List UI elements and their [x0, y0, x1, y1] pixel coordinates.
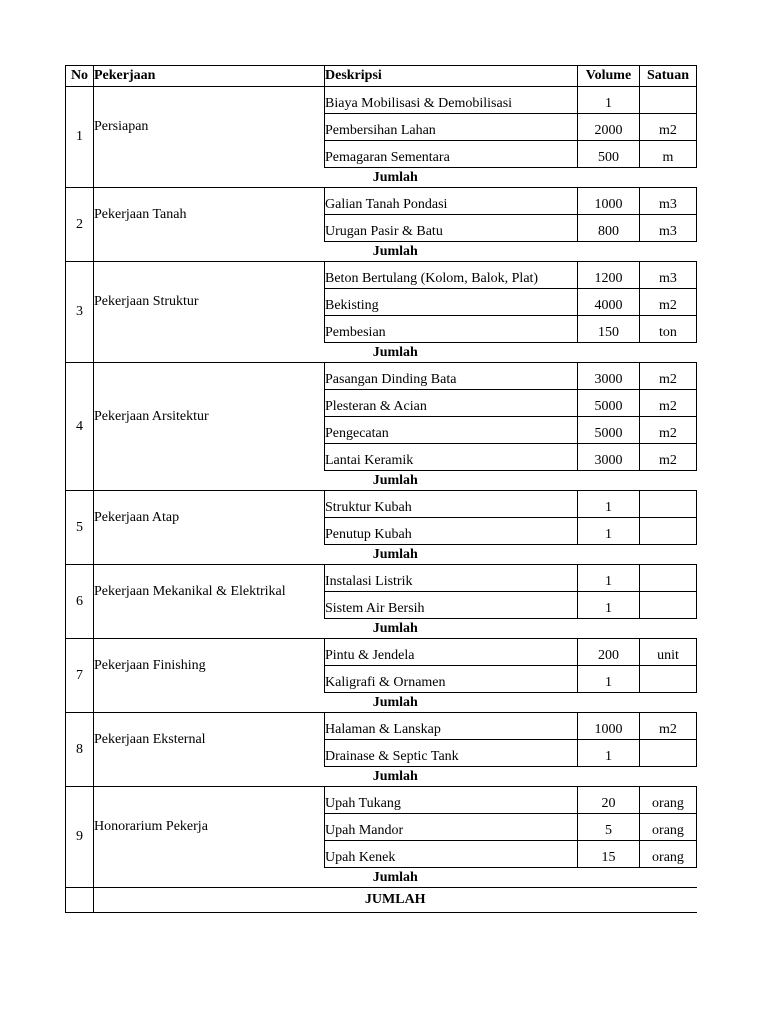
table-row: [66, 262, 697, 289]
item-satuan: m3: [640, 262, 697, 289]
item-volume: 3000: [578, 363, 640, 390]
item-volume: 5: [578, 814, 640, 841]
section-number: 3: [66, 262, 94, 363]
item-satuan: m2: [640, 390, 697, 417]
item-deskripsi: Pembesian: [325, 316, 578, 343]
item-satuan: orang: [640, 787, 697, 814]
item-satuan: m2: [640, 114, 697, 141]
item-deskripsi: Penutup Kubah: [325, 518, 578, 545]
item-deskripsi: Struktur Kubah: [325, 491, 578, 518]
item-satuan: unit: [640, 639, 697, 666]
item-satuan: [640, 87, 697, 114]
subtotal-label: Jumlah: [94, 693, 697, 713]
item-deskripsi: Pintu & Jendela: [325, 639, 578, 666]
section-pekerjaan: Honorarium Pekerja: [94, 787, 325, 868]
item-deskripsi: Pembersihan Lahan: [325, 114, 578, 141]
header-row: [66, 66, 697, 87]
header-volume: Volume: [578, 66, 640, 87]
item-satuan: [640, 565, 697, 592]
item-volume: 1: [578, 518, 640, 545]
section-number: 9: [66, 787, 94, 888]
item-volume: 800: [578, 215, 640, 242]
item-satuan: [640, 518, 697, 545]
item-deskripsi: Urugan Pasir & Batu: [325, 215, 578, 242]
header-satuan: Satuan: [640, 66, 697, 87]
section-pekerjaan: Persiapan: [94, 87, 325, 168]
item-volume: 5000: [578, 417, 640, 444]
table-row: [66, 639, 697, 666]
section-pekerjaan: Pekerjaan Tanah: [94, 188, 325, 242]
item-deskripsi: Pemagaran Sementara: [325, 141, 578, 168]
section-number: 8: [66, 713, 94, 787]
item-satuan: m2: [640, 363, 697, 390]
section-number: 1: [66, 87, 94, 188]
item-volume: 500: [578, 141, 640, 168]
subtotal-row: [66, 868, 697, 888]
subtotal-row: [66, 545, 697, 565]
section-pekerjaan: Pekerjaan Finishing: [94, 639, 325, 693]
item-deskripsi: Lantai Keramik: [325, 444, 578, 471]
header-no: No: [66, 66, 94, 87]
item-volume: 2000: [578, 114, 640, 141]
item-satuan: m2: [640, 713, 697, 740]
subtotal-label: Jumlah: [94, 168, 697, 188]
table-row: [66, 363, 697, 390]
boq-body: [66, 87, 697, 913]
item-volume: 1: [578, 740, 640, 767]
item-satuan: m2: [640, 444, 697, 471]
item-deskripsi: Galian Tanah Pondasi: [325, 188, 578, 215]
table-row: [66, 787, 697, 814]
item-deskripsi: Bekisting: [325, 289, 578, 316]
section-number: 4: [66, 363, 94, 491]
section-pekerjaan: Pekerjaan Atap: [94, 491, 325, 545]
item-volume: 1: [578, 491, 640, 518]
item-volume: 1000: [578, 713, 640, 740]
section-pekerjaan: Pekerjaan Arsitektur: [94, 363, 325, 471]
item-satuan: ton: [640, 316, 697, 343]
subtotal-label: Jumlah: [94, 242, 697, 262]
section-number: 5: [66, 491, 94, 565]
item-deskripsi: Beton Bertulang (Kolom, Balok, Plat): [325, 262, 578, 289]
subtotal-label: Jumlah: [94, 619, 697, 639]
item-volume: 150: [578, 316, 640, 343]
section-pekerjaan: Pekerjaan Mekanikal & Elektrikal: [94, 565, 325, 619]
item-deskripsi: Drainase & Septic Tank: [325, 740, 578, 767]
item-volume: 1: [578, 592, 640, 619]
item-volume: 4000: [578, 289, 640, 316]
table-row: [66, 565, 697, 592]
subtotal-row: [66, 242, 697, 262]
item-satuan: m2: [640, 289, 697, 316]
item-deskripsi: Plesteran & Acian: [325, 390, 578, 417]
item-deskripsi: Pengecatan: [325, 417, 578, 444]
item-satuan: [640, 491, 697, 518]
subtotal-row: [66, 471, 697, 491]
item-volume: 20: [578, 787, 640, 814]
item-volume: 1000: [578, 188, 640, 215]
header-pekerjaan: Pekerjaan: [94, 66, 325, 87]
item-satuan: m: [640, 141, 697, 168]
item-deskripsi: Biaya Mobilisasi & Demobilisasi: [325, 87, 578, 114]
item-deskripsi: Instalasi Listrik: [325, 565, 578, 592]
item-deskripsi: Upah Kenek: [325, 841, 578, 868]
section-pekerjaan: Pekerjaan Eksternal: [94, 713, 325, 767]
section-number: 7: [66, 639, 94, 713]
item-deskripsi: Sistem Air Bersih: [325, 592, 578, 619]
table-row: [66, 713, 697, 740]
subtotal-label: Jumlah: [94, 767, 697, 787]
item-deskripsi: Halaman & Lanskap: [325, 713, 578, 740]
boq-table: [65, 65, 697, 913]
grand-total-row: [66, 888, 697, 913]
section-number: 6: [66, 565, 94, 639]
item-volume: 1200: [578, 262, 640, 289]
subtotal-row: [66, 693, 697, 713]
item-satuan: orang: [640, 814, 697, 841]
item-satuan: orang: [640, 841, 697, 868]
item-deskripsi: Upah Mandor: [325, 814, 578, 841]
section-pekerjaan: Pekerjaan Struktur: [94, 262, 325, 343]
item-satuan: m2: [640, 417, 697, 444]
subtotal-label: Jumlah: [94, 545, 697, 565]
subtotal-label: Jumlah: [94, 343, 697, 363]
section-number: 2: [66, 188, 94, 262]
table-row: [66, 188, 697, 215]
subtotal-row: [66, 168, 697, 188]
subtotal-row: [66, 343, 697, 363]
header-deskripsi: Deskripsi: [325, 66, 578, 87]
item-deskripsi: Pasangan Dinding Bata: [325, 363, 578, 390]
table-row: [66, 87, 697, 114]
item-volume: 1: [578, 565, 640, 592]
item-deskripsi: Upah Tukang: [325, 787, 578, 814]
item-volume: 1: [578, 87, 640, 114]
subtotal-row: [66, 619, 697, 639]
table-row: [66, 491, 697, 518]
subtotal-label: Jumlah: [94, 471, 697, 491]
item-volume: 3000: [578, 444, 640, 471]
item-volume: 15: [578, 841, 640, 868]
item-volume: 200: [578, 639, 640, 666]
item-satuan: m3: [640, 215, 697, 242]
item-satuan: [640, 666, 697, 693]
item-volume: 5000: [578, 390, 640, 417]
grand-total-label: JUMLAH: [94, 888, 697, 913]
item-satuan: m3: [640, 188, 697, 215]
subtotal-label: Jumlah: [94, 868, 697, 888]
item-satuan: [640, 592, 697, 619]
item-volume: 1: [578, 666, 640, 693]
item-satuan: [640, 740, 697, 767]
grand-total-no-cell: [66, 888, 94, 913]
item-deskripsi: Kaligrafi & Ornamen: [325, 666, 578, 693]
subtotal-row: [66, 767, 697, 787]
